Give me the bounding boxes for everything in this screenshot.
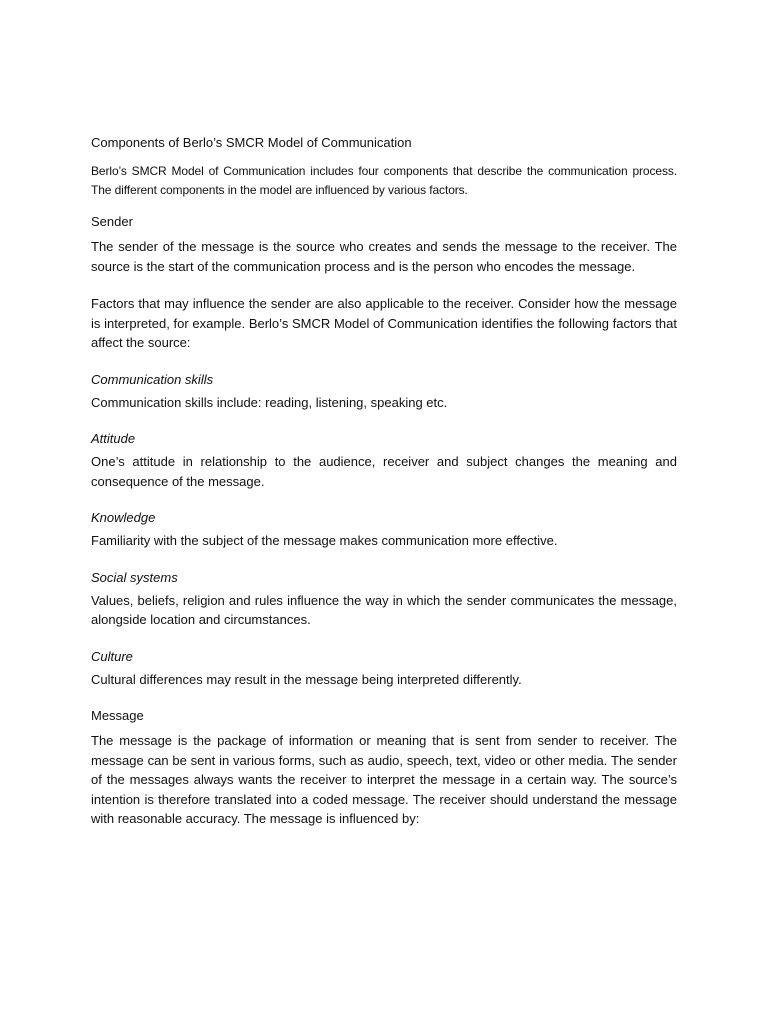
message-paragraph: The message is the package of information or meaning that is sent from sender to receiver. The message can be sent in various forms, such as audio, speech, text, video or other media. The sender of the messages always wants the receiver to interpret the message in a certain way. The source’s intention is therefore translated into a coded message. The receiver should understand the message with reasonable accuracy. The message is influenced by: [91,733,677,826]
message-heading: Message [91,708,144,723]
factor-heading: Knowledge [91,510,156,525]
factor-text: One’s attitude in relationship to the audience, receiver and subject changes the meaning and consequence of the message. [91,454,677,489]
document-page [91,134,677,847]
factor-knowledge [91,509,677,551]
factor-social-systems [91,569,677,630]
factor-text: Communication skills include: reading, listening, speaking etc. [91,394,448,410]
factor-text: Values, beliefs, religion and rules influence the way in which the sender communicates the message, alongside location and circumstances. [91,592,677,627]
factor-heading: Communication skills [91,371,214,387]
factor-heading: Culture [91,648,133,664]
sender-heading: Sender [91,214,133,229]
factor-heading: Social systems [91,569,178,585]
document-title: Components of Berlo’s SMCR Model of Communication [91,135,412,150]
factor-attitude [91,430,677,491]
factor-text: Familiarity with the subject of the message makes communication more effective. [91,533,558,548]
factor-communication-skills [91,371,677,413]
factor-heading: Attitude [91,431,136,446]
sender-paragraph-1: The sender of the message is the source who creates and sends the message to the receiver. The source is the start of the communication process and is the person who encodes the message. [91,239,677,274]
factor-text: Cultural differences may result in the message being interpreted differently. [91,671,522,687]
factor-culture [91,648,677,690]
sender-paragraph-2: Factors that may influence the sender are also applicable to the receiver. Consider how the message is interpreted, for example. Berlo’s SMCR Model of Communication identifies the following factors that affect the source: [91,296,677,350]
intro-paragraph: Berlo’s SMCR Model of Communication includes four components that describe the communication process. The different components in the model are influenced by various factors. [91,164,677,197]
